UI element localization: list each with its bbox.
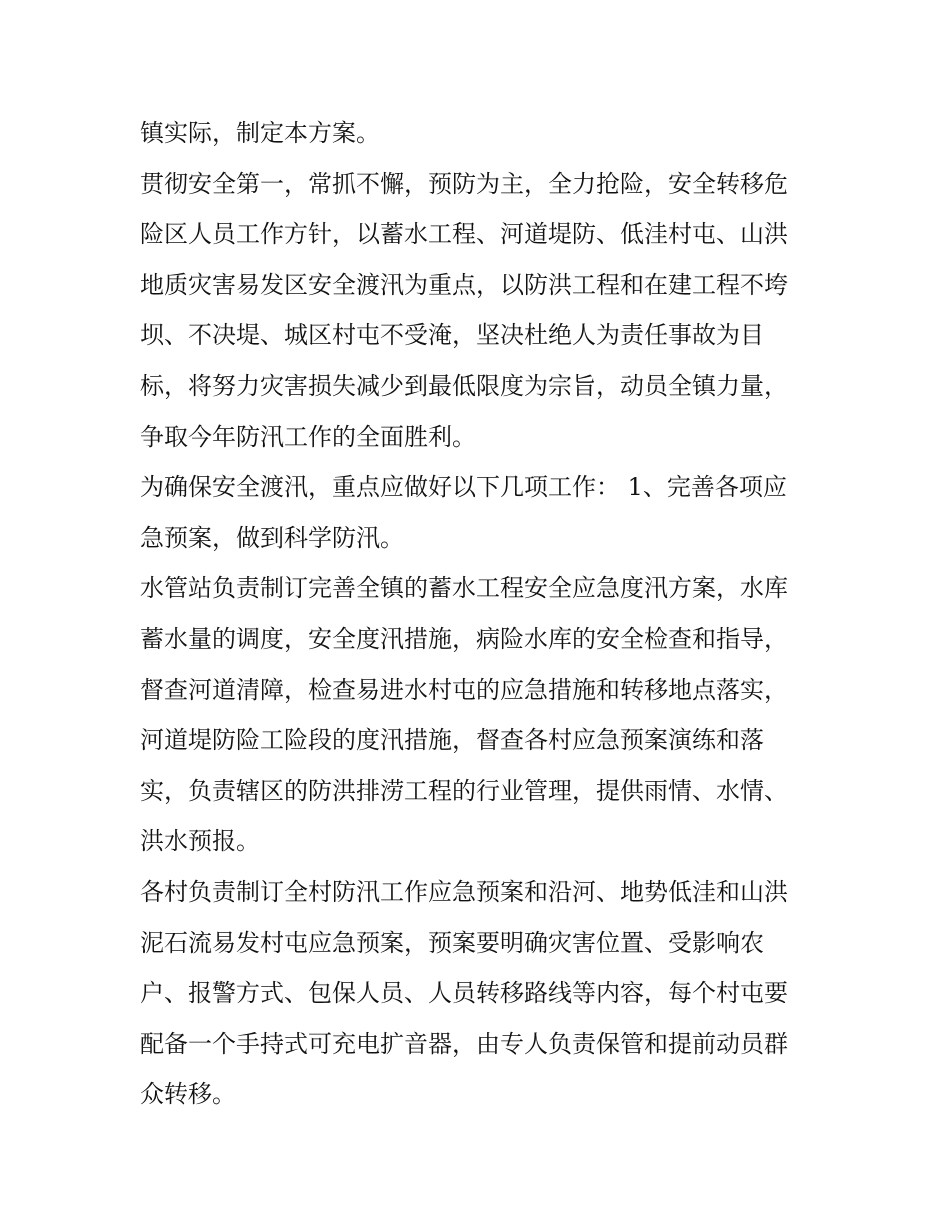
text-line: 督查河道清障，检查易进水村屯的应急措施和转移地点落实， <box>140 675 788 704</box>
paragraph-2 <box>140 159 812 463</box>
text-line: 急预案，做到科学防汛。 <box>140 523 404 552</box>
text-line: 各村负责制订全村防汛工作应急预案和沿河、地势低洼和山洪 <box>140 877 788 906</box>
text-line: 泥石流易发村屯应急预案，预案要明确灾害位置、受影响农 <box>140 928 764 957</box>
text-line: 贯彻安全第一，常抓不懈，预防为主，全力抢险，安全转移危 <box>140 169 788 198</box>
document-body <box>140 108 812 1120</box>
paragraph-4 <box>140 563 812 867</box>
text-line: 地质灾害易发区安全渡汛为重点，以防洪工程和在建工程不垮 <box>140 270 788 299</box>
text-line: 为确保安全渡汛，重点应做好以下几项工作： 1、完善各项应 <box>140 473 787 502</box>
text-line: 险区人员工作方针，以蓄水工程、河道堤防、低洼村屯、山洪 <box>140 220 788 249</box>
text-line: 配备一个手持式可充电扩音器，由专人负责保管和提前动员群 <box>140 1029 788 1058</box>
text-line: 洪水预报。 <box>140 827 260 856</box>
text-line: 河道堤防险工险段的度汛措施，督查各村应急预案演练和落 <box>140 726 764 755</box>
text-line: 镇实际，制定本方案。 <box>140 119 380 147</box>
text-line: 标，将努力灾害损失减少到最低限度为宗旨，动员全镇力量， <box>140 371 788 400</box>
text-line: 水管站负责制订完善全镇的蓄水工程安全应急度汛方案，水库 <box>140 574 788 603</box>
paragraph-5 <box>140 867 812 1120</box>
text-line: 众转移。 <box>140 1080 236 1109</box>
text-line: 蓄水量的调度，安全度汛措施，病险水库的安全检查和指导， <box>140 624 788 653</box>
text-line: 户、报警方式、包保人员、人员转移路线等内容，每个村屯要 <box>140 979 788 1008</box>
text-line: 争取今年防汛工作的全面胜利。 <box>140 422 476 451</box>
text-line: 实，负责辖区的防洪排涝工程的行业管理，提供雨情、水情、 <box>140 776 788 805</box>
paragraph-3 <box>140 462 812 563</box>
text-line: 坝、不决堤、城区村屯不受淹，坚决杜绝人为责任事故为目 <box>140 321 764 350</box>
paragraph-1 <box>140 108 812 159</box>
